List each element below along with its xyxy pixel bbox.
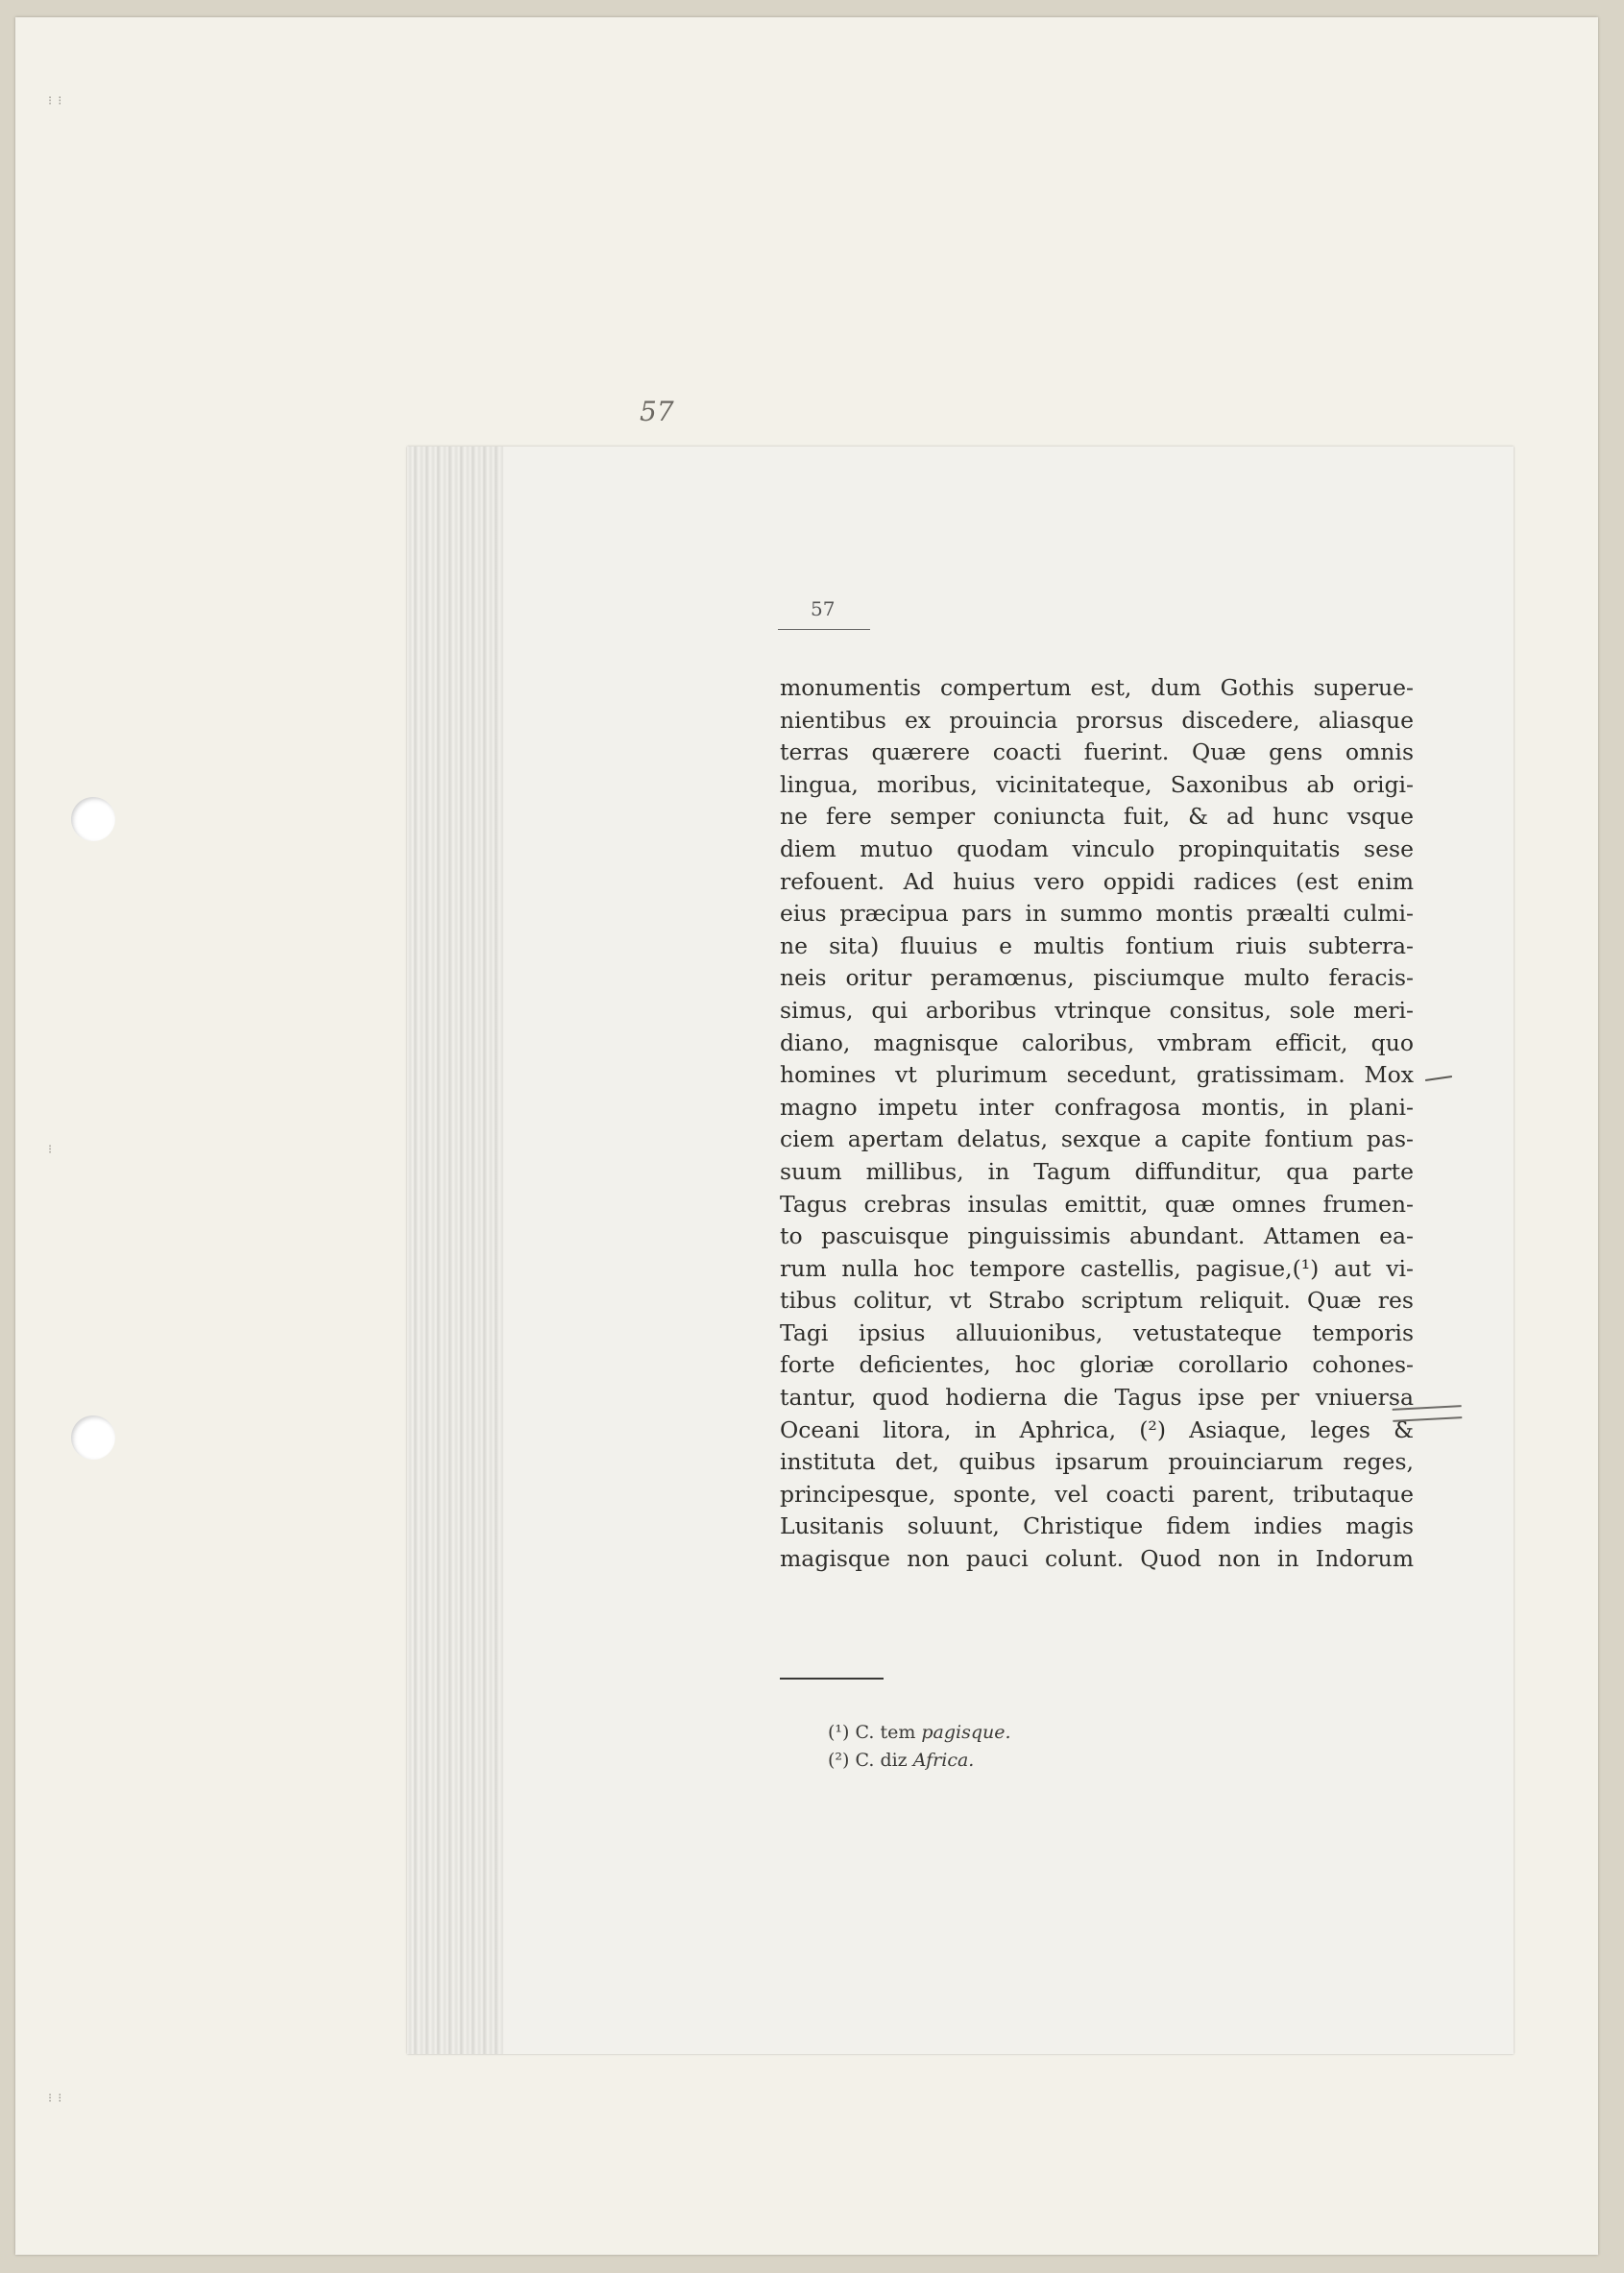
footnote-italic: pagisque. (921, 1722, 1011, 1743)
binding-dots: ⁝ (48, 1143, 54, 1157)
text-line: instituta det, quibus ipsarum prouinciarum reges, (780, 1448, 1414, 1476)
text-line: tibus colitur, vt Strabo scriptum reliquit. Quæ res (780, 1287, 1414, 1315)
text-line: ciem apertam delatus, sexque a capite fontium pas- (780, 1125, 1414, 1153)
text-line: eius præcipua pars in summo montis præalti culmi- (780, 900, 1414, 928)
text-line: Tagi ipsius alluuionibus, vetustateque temporis (780, 1318, 1414, 1346)
text-line: rum nulla hoc tempore castellis, pagisue,(¹) aut vi- (780, 1254, 1414, 1282)
text-line: neis oritur peramœnus, pisciumque multo feracis- (780, 964, 1414, 992)
punch-hole (71, 797, 115, 841)
footnote-italic: Africa. (912, 1750, 975, 1771)
text-line: monumentis compertum est, dum Gothis superue- (780, 674, 1414, 701)
text-line: magisque non pauci colunt. Quod non in Indorum (780, 1545, 1414, 1573)
footnote-mark: (²) (828, 1750, 850, 1771)
text-line: tantur, quod hodierna die Tagus ipse per vniuersa (780, 1384, 1414, 1412)
binding-dots: ⁝ ⁝ (48, 94, 63, 109)
footnote-1 (828, 1719, 1011, 1747)
footnotes (828, 1719, 1011, 1775)
photocopied-page (407, 447, 1514, 2054)
text-line: diano, magnisque caloribus, vmbram efficit, quo (780, 1028, 1414, 1056)
printed-page-number: 57 (811, 597, 836, 620)
footnote-text: C. tem (855, 1722, 916, 1743)
text-line: refouent. Ad huius vero oppidi radices (est enim (780, 867, 1414, 895)
punch-hole (71, 1415, 115, 1460)
copy-edge-streaks (407, 447, 503, 2054)
text-line: to pascuisque pinguissimis abundant. Attamen ea- (780, 1222, 1414, 1250)
text-line: magno impetu inter confragosa montis, in plani- (780, 1093, 1414, 1121)
handwritten-page-number: 57 (640, 396, 674, 427)
text-line: diem mutuo quodam vinculo propinquitatis sese (780, 834, 1414, 862)
footnote-mark: (¹) (828, 1722, 850, 1743)
text-line: Tagus crebras insulas emittit, quæ omnes frumen- (780, 1190, 1414, 1218)
text-line: simus, qui arboribus vtrinque consitus, sole meri- (780, 996, 1414, 1024)
text-line: Oceani litora, in Aphrica, (²) Asiaque, leges & (780, 1415, 1414, 1443)
text-line: suum millibus, in Tagum diffunditur, qua parte (780, 1157, 1414, 1185)
text-line: forte deficientes, hoc gloriæ corollario cohones- (780, 1351, 1414, 1379)
footnote-rule (780, 1678, 884, 1680)
body-text (780, 672, 1414, 1576)
page-number-rule (778, 629, 870, 630)
text-line: ne sita) fluuius e multis fontium riuis subterra- (780, 931, 1414, 959)
text-line: ne fere semper coniuncta fuit, & ad hunc vsque (780, 803, 1414, 831)
text-line: Lusitanis soluunt, Christique fidem indies magis (780, 1512, 1414, 1540)
binding-dots: ⁝ ⁝ (48, 2092, 63, 2106)
footnote-text: C. diz (855, 1750, 908, 1771)
text-line: lingua, moribus, vicinitateque, Saxonibus ab origi- (780, 770, 1414, 798)
text-line: principesque, sponte, vel coacti parent, tributaque (780, 1480, 1414, 1508)
text-line: homines vt plurimum secedunt, gratissimam. Mox (780, 1061, 1414, 1089)
text-line: terras quærere coacti fuerint. Quæ gens omnis (780, 738, 1414, 766)
text-line: nientibus ex prouincia prorsus discedere, aliasque (780, 706, 1414, 734)
footnote-2 (828, 1747, 1011, 1775)
